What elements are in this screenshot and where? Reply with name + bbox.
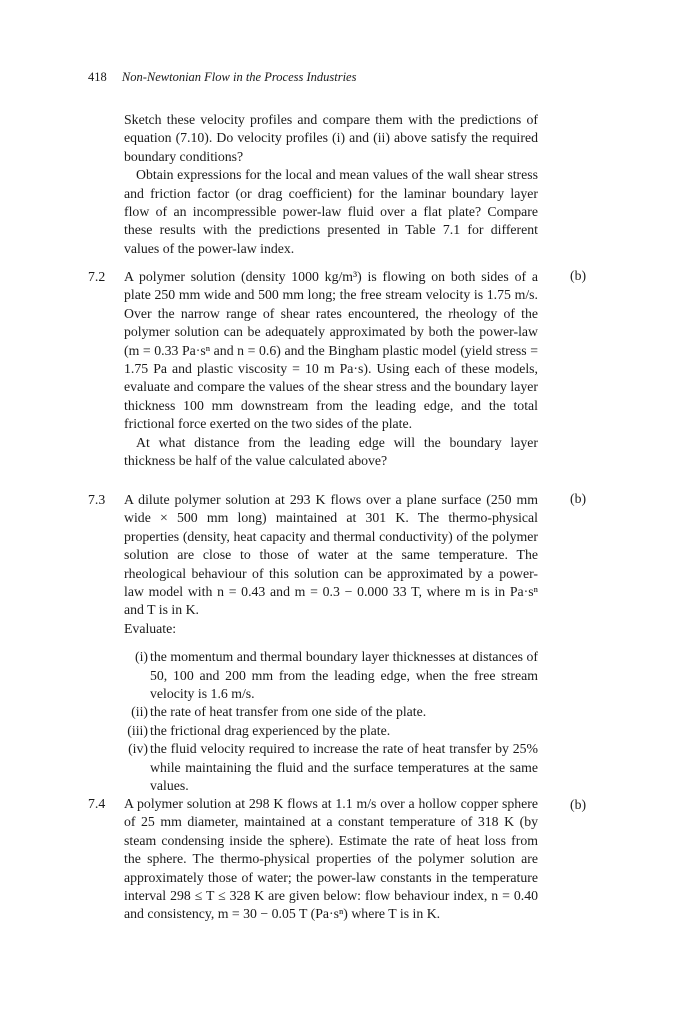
item-text: the momentum and thermal boundary layer thicknesses at distances of 50, 100 and 200 mm from the leading edge, when the free stream velocity is 1.6 m/s.	[150, 649, 538, 702]
sub-question-list	[124, 648, 538, 795]
problem-7-4	[88, 795, 538, 924]
list-item	[124, 722, 538, 740]
evaluate-label: Evaluate:	[124, 620, 177, 636]
problem-paragraph: A dilute polymer solution at 293 K flows over a plane surface (250 mm wide × 500 mm long) maintained at 301 K. The thermo-physical properties (density, heat capacity and thermal conductivity) of the polymer solution are close to those of water at the same temperature. The rheological behaviour of this solution can be approximated by a power-law model with n = 0.43 and m = 0.3 − 0.000 33 T, where m is in Pa·sⁿ and T is in K.	[124, 492, 538, 618]
problem-paragraph: A polymer solution (density 1000 kg/m³) is flowing on both sides of a plate 250 mm wide and 500 mm long; the free stream velocity is 1.75 m/s. Over the narrow range of shear rates encountered, the rheology of the polymer solution can be adequately approximated by both the power-law (m = 0.33 Pa·sⁿ and n = 0.6) and the Bingham plastic model (yield stress = 1.75 Pa and plastic viscosity = 10 m Pa·s). Using each of these models, evaluate and compare the values of the shear stress and the boundary layer thickness 100 mm downstream from the leading edge, and the total frictional force exerted on the two sides of the plate.	[124, 269, 538, 432]
problem-number: 7.3	[88, 492, 106, 507]
book-title: Non-Newtonian Flow in the Process Industries	[121, 70, 357, 84]
problem-number: 7.2	[88, 269, 106, 284]
item-label: (iii)	[127, 722, 148, 738]
intro-paragraph-2: Obtain expressions for the local and mean values of the wall shear stress and friction factor (or drag coefficient) for the laminar boundary layer flow of an incompressible power-law fluid over a flat plate? Compare these results with the predictions presented in Table 7.1 for different values of the power-law index.	[124, 167, 538, 256]
item-label: (iv)	[128, 741, 148, 757]
item-label: (i)	[134, 649, 148, 665]
list-item	[124, 648, 538, 703]
difficulty-tag: (b)	[570, 268, 587, 283]
item-label: (ii)	[131, 704, 148, 720]
problem-7-2	[88, 268, 538, 470]
list-item	[124, 740, 538, 795]
problem-number: 7.4	[88, 796, 106, 811]
list-item	[124, 703, 538, 721]
difficulty-tag: (b)	[570, 797, 587, 812]
item-text: the fluid velocity required to increase the rate of heat transfer by 25% while maintaining the fluid and the surface temperatures at the same values.	[150, 741, 538, 794]
problem-7-3	[88, 491, 538, 796]
intro-paragraph-1: Sketch these velocity profiles and compare them with the predictions of equation (7.10). Do velocity profiles (i) and (ii) above satisfy the required boundary conditions?	[124, 112, 538, 164]
page-number: 418	[88, 70, 107, 84]
item-text: the rate of heat transfer from one side of the plate.	[150, 704, 427, 720]
problem-paragraph: At what distance from the leading edge will the boundary layer thickness be half of the value calculated above?	[124, 434, 538, 469]
running-header	[88, 70, 356, 85]
intro-text	[124, 111, 538, 258]
difficulty-tag: (b)	[570, 491, 587, 506]
problem-paragraph: A polymer solution at 298 K flows at 1.1 m/s over a hollow copper sphere of 25 mm diameter, maintained at a constant temperature of 318 K (by steam condensing inside the sphere). Estimate the rate of heat loss from the sphere. The thermo-physical properties of the polymer solution are approximately those of water; the power-law constants in the temperature interval 298 ≤ T ≤ 328 K are given below: flow behaviour index, n = 0.40 and consistency, m = 30 − 0.05 T (Pa·sⁿ) where T is in K.	[124, 796, 538, 922]
item-text: the frictional drag experienced by the plate.	[150, 722, 391, 738]
